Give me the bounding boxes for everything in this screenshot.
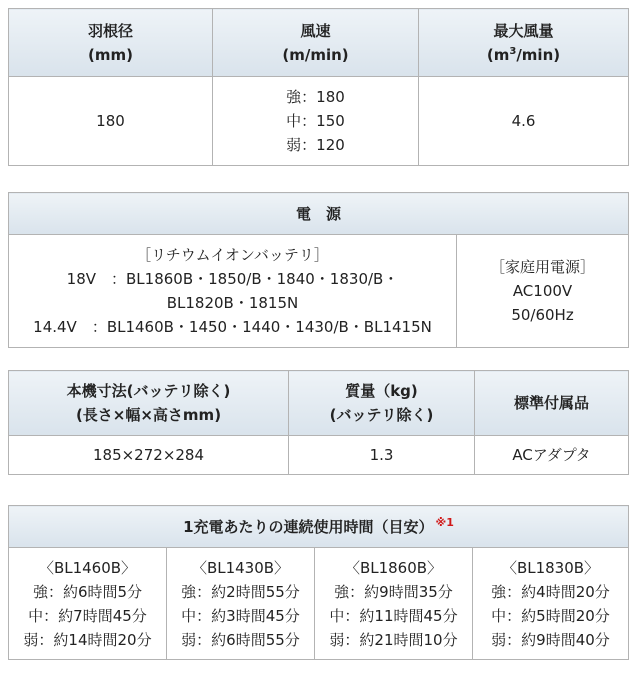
battery-line: BL1820B・1815N xyxy=(166,294,299,312)
runtime-header: 1充電あたりの連続使用時間（目安） $^{※1}$ xyxy=(9,506,629,548)
dimensions-value: 185×272×284 xyxy=(9,436,289,475)
max-airflow-header: 最大風量 $(m^3/\min)$ xyxy=(419,9,629,77)
ac-power-cell: ［家庭用電源］ AC100V 50/60Hz xyxy=(457,235,629,348)
wind-speed-header: 風速 (m/min) xyxy=(213,9,419,77)
battery-cell xyxy=(9,235,457,348)
battery-model: 〈BL1860B〉 xyxy=(344,558,443,577)
weight-value: 1.3 xyxy=(289,436,475,475)
footnote-mark: ※1 xyxy=(435,515,454,529)
spec-table xyxy=(8,8,629,166)
runtime-column: 〈BL1860B〉 強：約9時間35分 中：約11時間45分 弱：約21時間10分 xyxy=(315,548,473,660)
accessories-header: 標準付属品 xyxy=(475,371,629,436)
runtime-column: 〈BL1460B〉 強：約6時間5分 中：約7時間45分 弱：約14時間20分 xyxy=(9,548,167,660)
power-header: 電 源 xyxy=(9,193,629,235)
runtime-table xyxy=(8,505,629,660)
battery-model: 〈BL1430B〉 xyxy=(191,558,290,577)
battery-title: ［リチウムイオンバッテリ］ xyxy=(136,246,329,264)
runtime-column: 〈BL1830B〉 強：約4時間20分 中：約5時間20分 弱：約9時間40分 xyxy=(473,548,629,660)
dimensions-header: 本機寸法(バッテリ除く) (長さ×幅×高さmm) xyxy=(9,371,289,436)
dimensions-table xyxy=(8,370,629,475)
blade-diameter-value: 180 xyxy=(9,77,213,166)
runtime-column: 〈BL1430B〉 強：約2時間55分 中：約3時間45分 弱：約6時間55分 xyxy=(167,548,315,660)
accessories-value: ACアダプタ xyxy=(475,436,629,475)
battery-line: 14.4V ：BL1460B・1450・1440・1430/B・BL1415N xyxy=(33,318,432,336)
power-table xyxy=(8,192,629,348)
weight-header: 質量（kg) (バッテリ除く) xyxy=(289,371,475,436)
blade-diameter-header: 羽根径 (mm) xyxy=(9,9,213,77)
battery-model: 〈BL1830B〉 xyxy=(501,558,600,577)
battery-model: 〈BL1460B〉 xyxy=(38,558,137,577)
wind-speed-values: 強：180 中：150 弱：120 xyxy=(213,77,419,166)
ac-title: ［家庭用電源］ xyxy=(490,258,596,276)
max-airflow-value: 4.6 xyxy=(419,77,629,166)
battery-line: 18V ：BL1860B・1850/B・1840・1830/B・ xyxy=(66,270,399,288)
